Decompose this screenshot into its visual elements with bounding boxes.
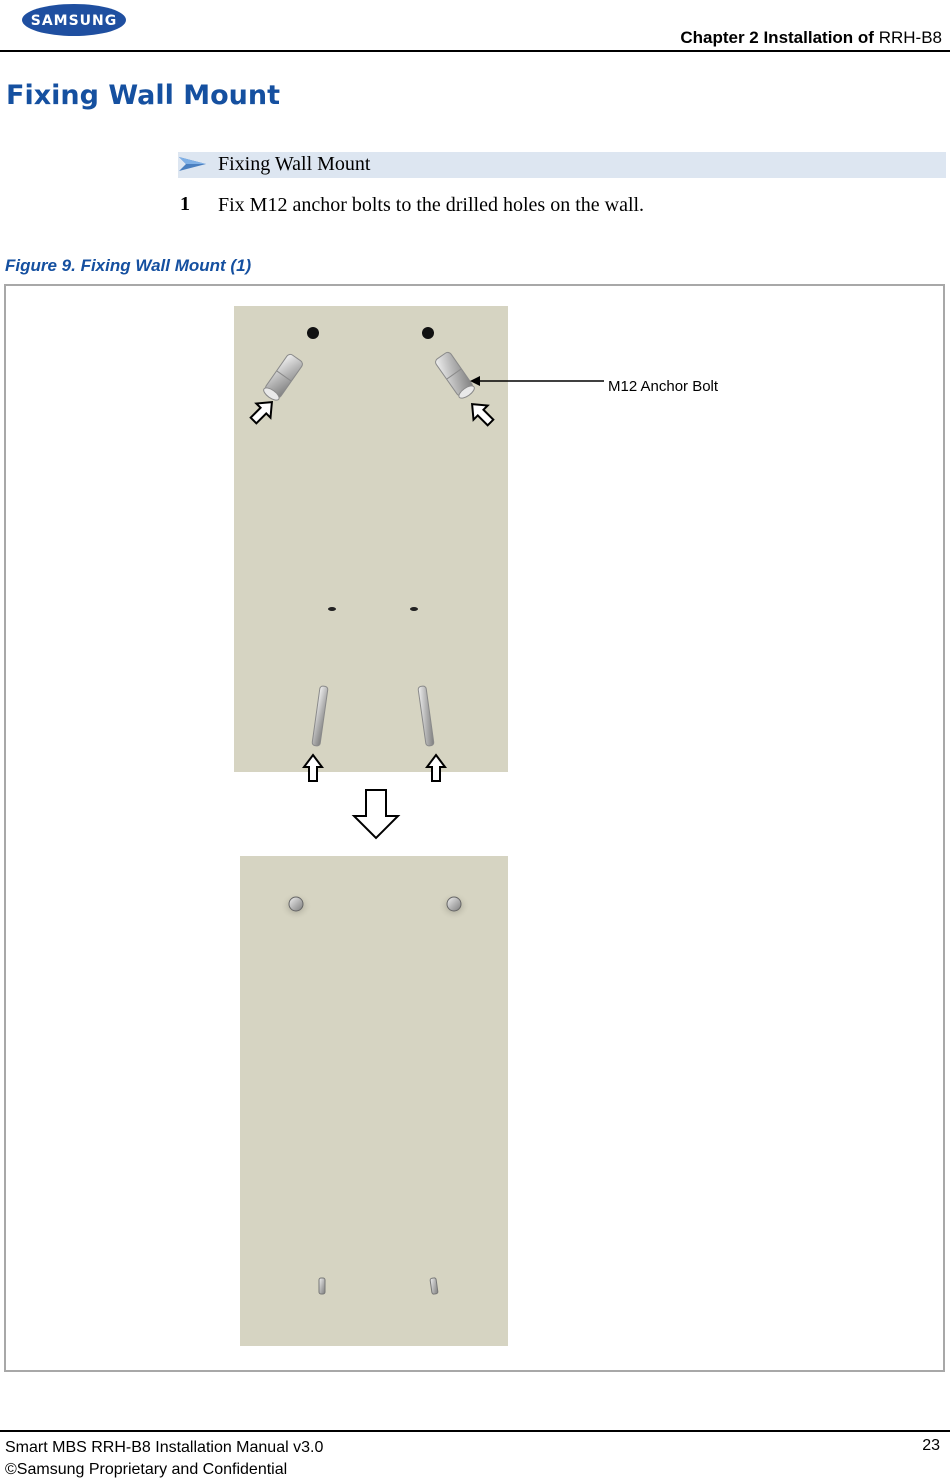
wall-panel-after bbox=[240, 856, 508, 1346]
chapter-heading bbox=[680, 28, 942, 48]
chapter-label: Chapter 2 Installation of bbox=[680, 28, 874, 47]
installed-bolt bbox=[280, 892, 312, 920]
procedure-bar bbox=[178, 152, 946, 178]
step-number: 1 bbox=[180, 193, 190, 215]
callout-label: M12 Anchor Bolt bbox=[608, 378, 719, 395]
figure-illustration bbox=[6, 286, 943, 1370]
installed-bolt bbox=[319, 1278, 325, 1294]
figure-frame bbox=[4, 284, 945, 1372]
drilled-hole bbox=[307, 327, 319, 339]
procedure-title: Fixing Wall Mount bbox=[218, 153, 371, 175]
samsung-logo bbox=[22, 2, 127, 38]
drilled-hole bbox=[410, 607, 418, 611]
footer-rule bbox=[0, 1430, 950, 1432]
drilled-hole bbox=[328, 607, 336, 611]
page-title: Fixing Wall Mount bbox=[6, 80, 281, 111]
logo-text: SAMSUNG bbox=[30, 13, 118, 29]
footer-copyright: ©Samsung Proprietary and Confidential bbox=[5, 1461, 288, 1478]
installed-bolt bbox=[438, 892, 470, 920]
step-text: Fix M12 anchor bolts to the drilled holes on the wall. bbox=[218, 194, 645, 216]
figure-caption: Figure 9. Fixing Wall Mount (1) bbox=[5, 256, 252, 275]
page-number: 23 bbox=[922, 1437, 940, 1454]
procedure-arrow-icon bbox=[178, 154, 208, 174]
header-rule bbox=[0, 50, 950, 52]
down-arrow-icon bbox=[354, 790, 398, 838]
footer-manual-title: Smart MBS RRH-B8 Installation Manual v3.0 bbox=[5, 1439, 324, 1456]
drilled-hole bbox=[422, 327, 434, 339]
footer-info bbox=[5, 1437, 323, 1481]
chapter-product: RRH-B8 bbox=[878, 28, 942, 47]
